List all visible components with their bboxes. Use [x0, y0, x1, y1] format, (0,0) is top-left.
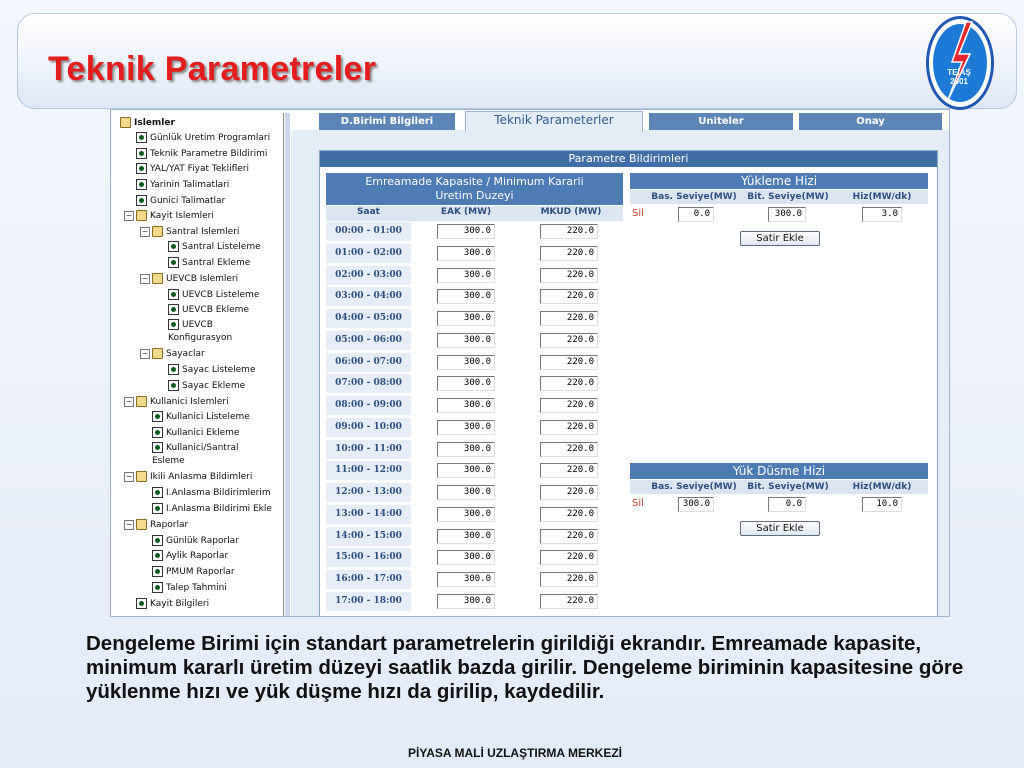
add-row-button[interactable]: Satir Ekle — [740, 231, 820, 246]
tree-item[interactable]: Teknik Parametre Bildirimi — [136, 147, 267, 161]
col-hiz: Hiz(MW/dk) — [852, 482, 912, 492]
folder-icon — [152, 273, 163, 284]
tree-item[interactable]: Sayac Listeleme — [168, 363, 256, 377]
title-bar — [17, 13, 1017, 109]
tree-item[interactable]: YAL/YAT Fiyat Teklifleri — [136, 162, 249, 176]
capacity-row — [326, 265, 623, 286]
page-icon — [152, 550, 163, 561]
page-icon — [136, 132, 147, 143]
folder-icon — [136, 519, 147, 530]
eak-input[interactable]: 300.0 — [437, 289, 495, 304]
tree-item-kayit[interactable]: − Kayit Islemleri — [125, 210, 214, 221]
folder-icon — [136, 210, 147, 221]
tree-item[interactable]: I.Anlasma Bildirimlerim — [152, 486, 271, 500]
tab-onay[interactable]: Onay — [799, 113, 942, 130]
folder-icon — [136, 396, 147, 407]
page-icon — [136, 598, 147, 609]
hour-cell: 10:00 - 11:00 — [326, 440, 411, 459]
col-saat: Saat — [357, 207, 380, 217]
tab-bar — [319, 113, 949, 131]
col-hiz: Hiz(MW/dk) — [852, 192, 912, 202]
tree-item-uevcb[interactable]: − UEVCB Islemleri — [141, 273, 239, 284]
capacity-row — [326, 526, 623, 547]
eak-input[interactable]: 300.0 — [437, 398, 495, 413]
folder-icon — [152, 226, 163, 237]
hour-cell: 04:00 - 05:00 — [326, 309, 411, 328]
page-icon — [136, 163, 147, 174]
mkud-input[interactable]: 220.0 — [540, 420, 598, 435]
tab-teknik-parametreler[interactable]: Teknik Parameterler — [465, 111, 643, 132]
collapse-icon[interactable]: − — [125, 519, 133, 529]
mkud-input[interactable]: 220.0 — [540, 224, 598, 239]
tree-item-kullanici[interactable]: − Kullanici Islemleri — [125, 396, 229, 407]
folder-icon — [120, 117, 131, 128]
tab-birim-bilgileri[interactable]: D.Birimi Bilgileri — [319, 113, 455, 130]
page-icon — [152, 503, 163, 514]
tree-item-islemler[interactable]: Islemler — [120, 116, 175, 130]
eak-input[interactable]: 300.0 — [437, 463, 495, 478]
capacity-row — [326, 308, 623, 329]
collapse-icon[interactable]: − — [125, 396, 133, 406]
folder-icon — [152, 348, 163, 359]
capacity-row — [326, 482, 623, 503]
tree-item[interactable]: I.Anlasma Bildirimi Ekle — [152, 502, 272, 516]
teias-logo — [926, 16, 992, 108]
loading-bit-input[interactable]: 300.0 — [768, 207, 806, 222]
folder-icon — [136, 471, 147, 482]
capacity-row — [326, 373, 623, 394]
page-icon — [152, 582, 163, 593]
eak-input[interactable]: 300.0 — [437, 268, 495, 283]
tree-item-sayaclar[interactable]: − Sayaclar — [141, 348, 205, 359]
collapse-icon[interactable]: − — [125, 471, 133, 481]
mkud-input[interactable]: 220.0 — [540, 268, 598, 283]
capacity-row — [326, 330, 623, 351]
page-icon — [152, 427, 163, 438]
capacity-row — [326, 460, 623, 481]
loading-rate-table — [630, 173, 928, 244]
tree-item[interactable]: Günlük Uretim Programlari — [136, 131, 270, 145]
tree-item[interactable]: Santral Ekleme — [168, 256, 250, 270]
capacity-row — [326, 591, 623, 612]
tree-item[interactable]: Günlük Raporlar — [152, 534, 239, 548]
eak-input[interactable]: 300.0 — [437, 376, 495, 391]
eak-input[interactable]: 300.0 — [437, 224, 495, 239]
col-bas-seviye: Bas. Seviye(MW) — [651, 192, 737, 202]
eak-input[interactable]: 300.0 — [437, 507, 495, 522]
mkud-input[interactable]: 220.0 — [540, 550, 598, 565]
add-row-button[interactable]: Satir Ekle — [740, 521, 820, 536]
page-icon — [136, 195, 147, 206]
capacity-row — [326, 439, 623, 460]
eak-input[interactable]: 300.0 — [437, 594, 495, 609]
hour-cell: 06:00 - 07:00 — [326, 353, 411, 372]
capacity-row — [326, 352, 623, 373]
page-icon — [152, 487, 163, 498]
collapse-icon[interactable]: − — [125, 210, 133, 220]
capacity-row — [326, 243, 623, 264]
capacity-row — [326, 547, 623, 568]
eak-input[interactable]: 300.0 — [437, 529, 495, 544]
unloading-bas-input[interactable]: 300.0 — [678, 497, 714, 512]
hour-cell: 02:00 - 03:00 — [326, 266, 411, 285]
mkud-input[interactable]: 220.0 — [540, 398, 598, 413]
logo-text: TEİAŞ — [947, 68, 971, 77]
eak-input[interactable]: 300.0 — [437, 442, 495, 457]
page-icon — [152, 566, 163, 577]
mkud-input[interactable]: 220.0 — [540, 311, 598, 326]
loading-title: Yükleme Hizi — [630, 173, 928, 189]
navigation-tree — [116, 113, 284, 616]
logo-year: 2001 — [950, 77, 968, 86]
capacity-rows — [326, 221, 623, 617]
mkud-input[interactable]: 220.0 — [540, 529, 598, 544]
mkud-input[interactable]: 220.0 — [540, 463, 598, 478]
mkud-input[interactable]: 220.0 — [540, 594, 598, 609]
capacity-row — [326, 569, 623, 590]
hour-cell: 17:00 - 18:00 — [326, 592, 411, 611]
hour-cell: 14:00 - 15:00 — [326, 527, 411, 546]
tree-item[interactable]: Sayac Ekleme — [168, 379, 245, 393]
mkud-input[interactable]: 220.0 — [540, 442, 598, 457]
hour-cell: 05:00 - 06:00 — [326, 331, 411, 350]
page-icon — [168, 319, 179, 330]
slide-caption: Dengeleme Birimi için standart parametrelerin girildiği ekrandır. Emreamade kapasite, minimum kararlı üretim düzeyi saatlik bazda girilir. Dengeleme biriminin kapasitesine göre yüklenme hızı ve yük düşme hızı da girilip, kaydedilir. — [86, 632, 964, 703]
mkud-input[interactable]: 220.0 — [540, 333, 598, 348]
hour-cell: 08:00 - 09:00 — [326, 396, 411, 415]
tree-item[interactable]: Santral Listeleme — [168, 240, 261, 254]
page-icon — [168, 257, 179, 268]
tree-item[interactable]: Gunici Talimatlar — [136, 194, 225, 208]
page-icon — [168, 380, 179, 391]
tree-item-raporlar[interactable]: − Raporlar — [125, 519, 189, 530]
tree-item[interactable]: Kayit Bilgileri — [136, 597, 209, 611]
capacity-row — [326, 504, 623, 525]
mkud-input[interactable]: 220.0 — [540, 485, 598, 500]
tree-item-santral[interactable]: − Santral Islemleri — [141, 226, 240, 237]
hour-cell: 00:00 - 01:00 — [326, 222, 411, 241]
page-icon — [168, 241, 179, 252]
mkud-input[interactable]: 220.0 — [540, 289, 598, 304]
mkud-input[interactable]: 220.0 — [540, 355, 598, 370]
unloading-hiz-input[interactable]: 10.0 — [862, 497, 902, 512]
hour-cell: 15:00 - 16:00 — [326, 548, 411, 567]
page-icon — [136, 179, 147, 190]
tree-item[interactable]: PMUM Raporlar — [152, 565, 235, 579]
delete-link[interactable]: Sil — [632, 498, 644, 509]
page-icon — [152, 442, 163, 453]
eak-input[interactable]: 300.0 — [437, 550, 495, 565]
tree-item[interactable]: Kullanici Ekleme — [152, 426, 239, 440]
mkud-input[interactable]: 220.0 — [540, 246, 598, 261]
tree-item[interactable]: Kullanici/Santral Esleme — [152, 443, 239, 466]
unloading-rate-table — [630, 463, 928, 534]
unloading-bit-input[interactable]: 0.0 — [768, 497, 806, 512]
page-title: Teknik Parametreler — [48, 50, 377, 88]
collapse-icon[interactable]: − — [141, 226, 149, 236]
delete-link[interactable]: Sil — [632, 208, 644, 219]
col-bas-seviye: Bas. Seviye(MW) — [651, 482, 737, 492]
mkud-input[interactable]: 220.0 — [540, 507, 598, 522]
tree-item[interactable]: Kullanici Listeleme — [152, 410, 250, 424]
tree-item[interactable]: Aylik Raporlar — [152, 549, 228, 563]
eak-input[interactable]: 300.0 — [437, 311, 495, 326]
parametre-panel — [319, 150, 938, 617]
page-icon — [168, 364, 179, 375]
tab-uniteler[interactable]: Uniteler — [649, 113, 793, 130]
mkud-input[interactable]: 220.0 — [540, 572, 598, 587]
eak-input[interactable]: 300.0 — [437, 333, 495, 348]
panel-title: Parametre Bildirimleri — [320, 151, 937, 167]
app-screenshot — [110, 109, 950, 617]
hour-cell: 07:00 - 08:00 — [326, 374, 411, 393]
capacity-title: Emreamade Kapasite / Minimum Kararli Uretim Duzeyi — [326, 173, 623, 205]
hour-cell: 09:00 - 10:00 — [326, 418, 411, 437]
tab-content — [291, 133, 950, 617]
capacity-row — [326, 395, 623, 416]
unloading-title: Yük Düsme Hizi — [630, 463, 928, 479]
page-icon — [152, 411, 163, 422]
col-bit-seviye: Bit. Seviye(MW) — [747, 482, 829, 492]
hour-cell: 01:00 - 02:00 — [326, 244, 411, 263]
eak-input[interactable]: 300.0 — [437, 355, 495, 370]
page-icon — [168, 289, 179, 300]
col-bit-seviye: Bit. Seviye(MW) — [747, 192, 829, 202]
lightning-bolt-icon — [926, 16, 992, 108]
eak-input[interactable]: 300.0 — [437, 246, 495, 261]
page-icon — [168, 304, 179, 315]
tree-item[interactable]: UEVCB Konfigurasyon — [168, 320, 233, 343]
col-mkud: MKUD (MW) — [540, 207, 602, 217]
tree-item[interactable]: Talep Tahmini — [152, 581, 227, 595]
eak-input[interactable]: 300.0 — [437, 572, 495, 587]
capacity-table — [326, 173, 623, 617]
capacity-row — [326, 286, 623, 307]
capacity-row — [326, 417, 623, 438]
hour-cell: 03:00 - 04:00 — [326, 287, 411, 306]
tree-item-ikili[interactable]: − Ikili Anlasma Bildimleri — [125, 471, 253, 482]
slide-footer: PİYASA MALİ UZLAŞTIRMA MERKEZİ — [407, 746, 622, 760]
tree-item[interactable]: Yarinin Talimatlari — [136, 178, 229, 192]
tree-item[interactable]: UEVCB Listeleme — [168, 288, 259, 302]
eak-input[interactable]: 300.0 — [437, 485, 495, 500]
col-eak: EAK (MW) — [440, 207, 492, 217]
hour-cell: 12:00 - 13:00 — [326, 483, 411, 502]
hour-cell: 16:00 - 17:00 — [326, 570, 411, 589]
capacity-row — [326, 221, 623, 242]
tree-item[interactable]: UEVCB Ekleme — [168, 303, 249, 317]
page-icon — [136, 148, 147, 159]
loading-hiz-input[interactable]: 3.0 — [862, 207, 902, 222]
collapse-icon[interactable]: − — [141, 348, 149, 358]
eak-input[interactable]: 300.0 — [437, 420, 495, 435]
hour-cell: 11:00 - 12:00 — [326, 461, 411, 480]
loading-bas-input[interactable]: 0.0 — [678, 207, 714, 222]
collapse-icon[interactable]: − — [141, 273, 149, 283]
page-icon — [152, 535, 163, 546]
mkud-input[interactable]: 220.0 — [540, 376, 598, 391]
hour-cell: 13:00 - 14:00 — [326, 505, 411, 524]
tree-scrollbar[interactable] — [285, 113, 290, 616]
